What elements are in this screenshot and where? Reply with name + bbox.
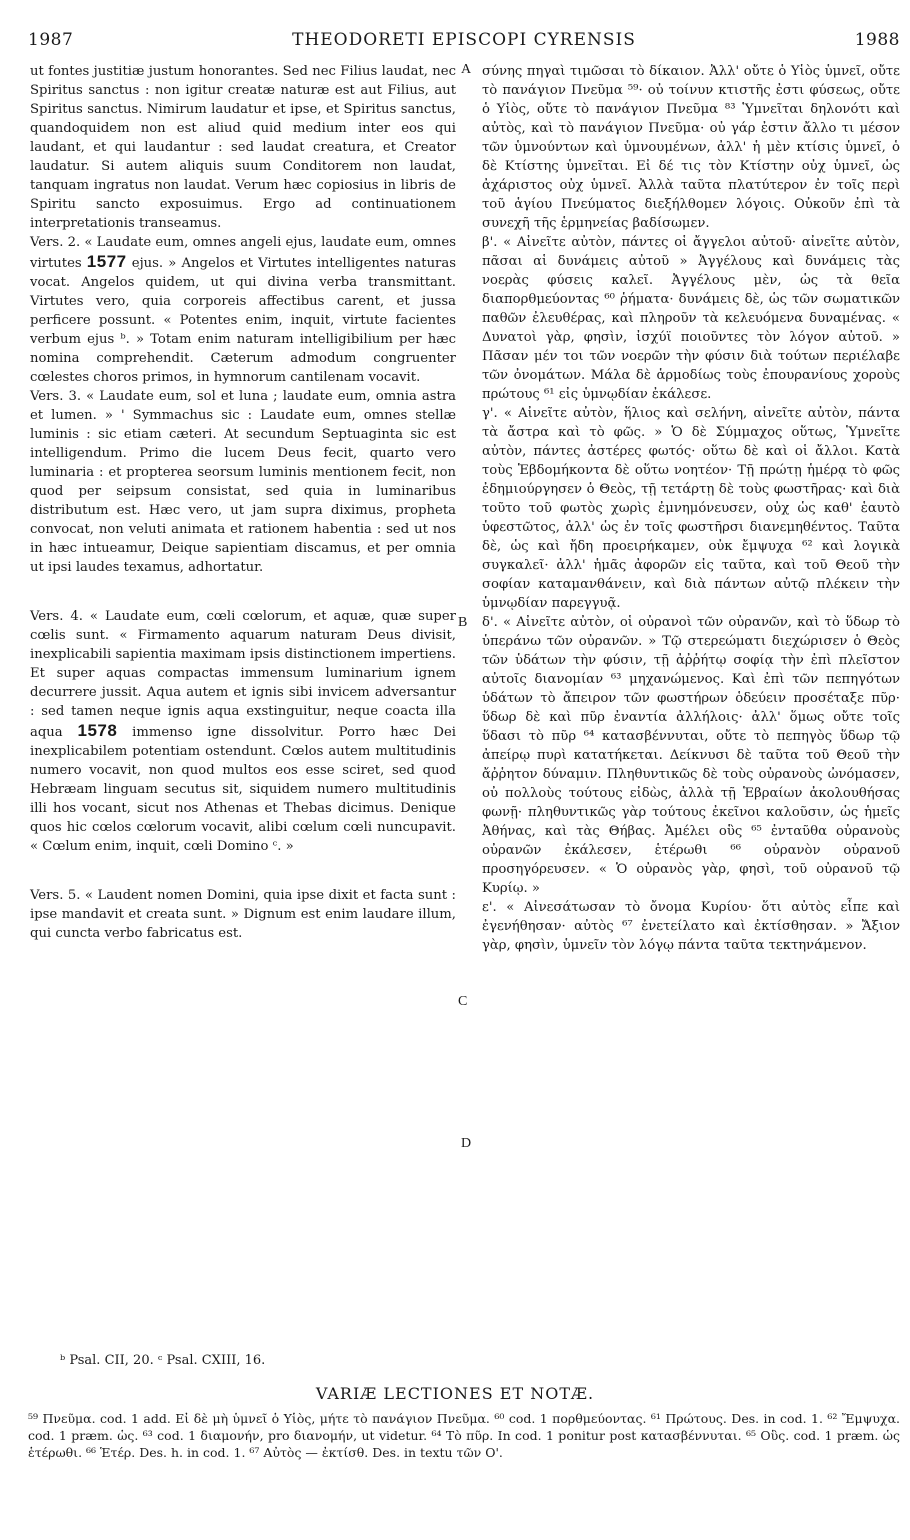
section-marker-c: C: [458, 994, 468, 1009]
column-number-left: 1987: [28, 30, 74, 50]
latin-paragraph-vers-5: Vers. 5. « Laudent nomen Domini, quia ipse dixit et facta sunt : ipse mandavit et creata sunt. » Dignum est enim laudare illum, qui cuncta verbo fabricatus est.: [30, 888, 456, 941]
section-marker-a: A: [461, 62, 472, 77]
latin-paragraph-1: ut fontes justitiæ justum honorantes. Sed nec Filius laudat, nec Spiritus sanctus : non igitur creatæ naturæ est aut Filius, aut Spiritus sanctus. Nimirum laudatur et ipse, et Spiritus sanctus, quandoquidem non est aliud quid medium inter eos qui laudant, et qui laudantur : sed laudat creatura, et Creator laudatur. Si autem aliquis suum Conditorem non laudat, tanquam ingratus non laudat. Verum hæc copiosius in libris de Spiritu sancto exposuimus. Ergo ad continuationem interpretationis transeamus.: [30, 64, 456, 231]
greek-column: [482, 62, 900, 955]
latin-vers-2-end: ejus. » Angelos et Virtutes intelligentes naturas vocat. Angelos quidem, ut qui divina verba transmittant. Virtutes vero, quia corporeis affectibus carent, et jussa perficere possunt. « Potentes enim, inquit, virtute facientes verbum ejus ᵇ. » Totam enim naturam intelligibilium per hæc nomina comprehendit. Cæterum admodum congruenter cœlestes choros primos, in hymnorum cantilenam vocavit.: [30, 256, 456, 385]
latin-paragraph-vers-4: [30, 607, 456, 856]
page-header: [28, 30, 900, 54]
section-marker-d: D: [461, 1136, 472, 1151]
running-title: THEODORETI EPISCOPI CYRENSIS: [292, 30, 636, 50]
latin-vers-2-start: Vers. 2. « Laudate eum, omnes angeli ejus, laudate eum, omnes virtutes: [30, 235, 456, 271]
latin-vers-4-start: Vers. 4. « Laudate eum, cœli cœlorum, et aquæ, quæ super cœlis sunt. « Firmamento aquarum naturam Deus divisit, inexplicabili sapientia maximam ipsis distinctionem impertiens. Et super aquas compactas immensum luminarium ignem decurrere jussit. Aqua autem et ignis sibi invicem adversantur : sed tamen neque ignis aqua exstinguitur, neque coacta illa aqua: [30, 609, 456, 740]
notes-heading: VARIÆ LECTIONES ET NOTÆ.: [315, 1384, 595, 1403]
greek-paragraph-vers-2: β'. « Αἰνεῖτε αὐτὸν, πάντες οἱ ἄγγελοι αὐτοῦ· αἰνεῖτε αὐτὸν, πᾶσαι αἱ δυνάμεις αὐτοῦ » Ἀγγέλους καὶ δυνάμεις τὰς νοερὰς φύσεις καλεῖ. Ἀγγέλους μὲν, ὡς τὰ θεῖα διαπορθμεύοντας ⁶⁰ ῥήματα· δυνάμεις δὲ, ὡς τῶν σωματικῶν παθῶν ἐλευθέρας, καὶ πληροῦν τὰ κελευόμενα δυναμένας. « Δυνατοὶ γὰρ, φησὶν, ἰσχύϊ ποιοῦντες τὸν λόγον αὐτοῦ. » Πᾶσαν μέν τοι τῶν νοερῶν τὴν φύσιν διὰ τούτων περιέλαβε τῶν ὀνομάτων. Μάλα δὲ ἁρμοδίως τοὺς ἐπουρανίους χοροὺς πρώτους ⁶¹ εἰς ὑμνῳδίαν ἐκάλεσε.: [482, 235, 900, 402]
greek-paragraph-vers-4: δ'. « Αἰνεῖτε αὐτὸν, οἱ οὐρανοὶ τῶν οὐρανῶν, καὶ τὸ ὕδωρ τὸ ὑπεράνω τῶν οὐρανῶν. » Τῷ στερεώματι διεχώρισεν ὁ Θεὸς τῶν ὑδάτων τὴν φύσιν, τῇ ἀῤῥήτῳ σοφίᾳ τὴν ἐπὶ πλεῖστον αὐτοῖς διανομίαν ⁶³ μηχανώμενος. Καὶ ἐπὶ τῶν πεπηγότων ὑδάτων τὸ ἄπειρον τῶν φωστήρων ὁδεύειν προσέταξε πῦρ· ὕδωρ δὲ καὶ πῦρ ἐναντία ἀλλήλοις· ἀλλ' ὅμως οὔτε τοῖς ὕδασι τὸ πῦρ ⁶⁴ κατασβέννυται, οὔτε τὸ πεπηγὸς ὕδωρ τῷ ἀπείρῳ πυρὶ κατατήκεται. Δείκνυσι δὲ ταῦτα τοῦ Θεοῦ τὴν ἄῤῥητον δύναμιν. Πληθυντικῶς δὲ τοὺς οὐρανοὺς ὠνόμασεν, οὐ πολλοὺς τούτους εἰδὼς, ἀλλὰ τῇ Ἑβραίων ἀκολουθήσας φωνῇ· πληθυντικῶς γὰρ τούτους ἐκεῖνοι καλοῦσιν, ὡς ἡμεῖς Ἀθήνας, καὶ τὰς Θήβας. Ἀμέλει οὓς ⁶⁵ ἐνταῦθα οὐρανοὺς οὐρανῶν ἐκάλεσεν, ἑτέρωθι ⁶⁶ οὐρανὸν οὐρανοῦ προσηγόρευσεν. « Ὁ οὐρανὸς γὰρ, φησὶ, τοῦ οὐρανοῦ τῷ Κυρίῳ. »: [482, 615, 900, 896]
latin-vers-4-end: immenso igne dissolvitur. Porro hæc Dei inexplicabilem potentiam ostendunt. Cœlos autem multitudinis numero vocavit, non quod multos eos esse sciret, sed quod Hebræam linguam secutus sit, siquidem numero multitudinis illi hos vocant, sicut nos Athenas et Thebas dicimus. Denique quos hic cœlos cœlorum vocavit, alibi cœlum cœli nuncupavit. « Cœlum enim, inquit, cœli Domino ᶜ. »: [30, 725, 456, 854]
greek-paragraph-1: σύνης πηγαὶ τιμῶσαι τὸ δίκαιον. Ἀλλ' οὔτε ὁ Υἱὸς ὑμνεῖ, οὔτε τὸ πανάγιον Πνεῦμα ⁵⁹· οὐ τοίνυν κτιστῆς ἐστι φύσεως, οὔτε ὁ Υἱὸς, οὔτε τὸ πανάγιον Πνεῦμα ⁸³ Ὑμνεῖται δηλονότι καὶ αὐτὸς, καὶ τὸ πανάγιον Πνεῦμα· οὐ γάρ ἐστιν ἄλλο τι μέσον τῶν ὑμνούντων καὶ ὑμνουμένων, ἀλλ' ἡ μὲν κτίσις ὑμνεῖ, ὁ δὲ Κτίστης ὑμνεῖται. Εἰ δέ τις τὸν Κτίστην οὐχ ὑμνεῖ, ὡς ἀχάριστος οὐχ ὑμνεῖ. Ἀλλὰ ταῦτα πλατύτερον ἐν τοῖς περὶ τοῦ ἁγίου Πνεύματος διεξήλθομεν λόγοις. Οὐκοῦν ἐπὶ τὰ συνεχῆ τῆς ἑρμηνείας βαδίσωμεν.: [482, 64, 900, 231]
latin-footnotes: ᵇ Psal. CII, 20. ᶜ Psal. CXIII, 16.: [60, 1353, 266, 1368]
latin-paragraph-vers-3: Vers. 3. « Laudate eum, sol et luna ; laudate eum, omnia astra et lumen. » ' Symmachus sic : Laudate eum, omnes stellæ luminis : sic etiam cæteri. At secundum Septuaginta sic est intelligendum. Primo die lucem Deus fecit, quarto vero luminaria : et propterea seorsum luminis mentionem fecit, non quod per seipsum consistat, sed quia in luminaribus distributum est. Hæc vero, ut jam supra diximus, propheta convocat, non veluti animata et rationem habentia : sed ut nos in hæc intueamur, Deique sapientiam discamus, et per omnia ut ipsi laudes texamus, adhortatur.: [30, 389, 456, 575]
margin-column-number-1577: 1577: [86, 252, 127, 271]
variant-readings-notes: [28, 1410, 900, 1461]
column-number-right: 1988: [854, 30, 900, 50]
notes-text: ⁵⁹ Πνεῦμα. cod. 1 add. Εἰ δὲ μὴ ὑμνεῖ ὁ Υἱὸς, μήτε τὸ πανάγιον Πνεῦμα. ⁶⁰ cod. 1 πορθμεύοντας. ⁶¹ Πρώτους. Des. in cod. 1. ⁶² Ἔμψυχα. cod. 1 præm. ὡς. ⁶³ cod. 1 διαμονήν, pro διανομήν, ut videtur. ⁶⁴ Τὸ πῦρ. In cod. 1 ponitur post κατασβέννυται. ⁶⁵ Οὓς. cod. 1 præm. ὡς ἑτέρωθι. ⁶⁶ Ἑτέρ. Des. h. in cod. 1. ⁶⁷ Αὐτὸς — ἐκτίσθ. Des. in textu τῶν Ο'.: [28, 1411, 900, 1460]
latin-column: [30, 62, 456, 943]
margin-column-number-1578: 1578: [77, 721, 118, 740]
latin-paragraph-vers-2: [30, 233, 456, 387]
section-marker-b: B: [458, 615, 468, 630]
greek-paragraph-vers-3: γ'. « Αἰνεῖτε αὐτὸν, ἥλιος καὶ σελήνη, αἰνεῖτε αὐτὸν, πάντα τὰ ἄστρα καὶ τὸ φῶς. » Ὁ δὲ Σύμμαχος οὕτως, Ὑμνεῖτε αὐτὸν, πάντες ἀστέρες φωτός· οὕτω δὲ καὶ οἱ ἄλλοι. Κατὰ τοὺς Ἑβδομήκοντα δὲ οὕτω νοητέον· Τῇ πρώτῃ ἡμέρᾳ τὸ φῶς ἐδημιούργησεν ὁ Θεὸς, τῇ τετάρτῃ δὲ τοὺς φωστῆρας· καὶ διὰ τοῦτο τοῦ φωτὸς χωρὶς ἐμνημόνευσεν, οὐχ ὡς καθ' ἑαυτὸ ὑφεστῶτος, ἀλλ' ὡς ἐν τοῖς φωστῆρσι διανεμηθέντος. Ταῦτα δὲ, ὡς καὶ ἤδη προειρήκαμεν, οὐκ ἔμψυχα ⁶² καὶ λογικὰ συγκαλεῖ· ἀλλ' ἡμᾶς ἀφορῶν εἰς ταῦτα, καὶ τοῦ Θεοῦ τὴν σοφίαν καταμανθάνειν, καὶ διὰ πάντων αὐτῷ πλέκειν τὴν ὑμνῳδίαν παρεγγυᾷ.: [482, 406, 900, 611]
greek-paragraph-vers-5: ε'. « Αἰνεσάτωσαν τὸ ὄνομα Κυρίου· ὅτι αὐτὸς εἶπε καὶ ἐγενήθησαν· αὐτὸς ⁶⁷ ἐνετείλατο καὶ ἐκτίσθησαν. » Ἄξιον γὰρ, φησὶν, ὑμνεῖν τὸν λόγῳ πάντα ταῦτα τεκτηνάμενον.: [482, 900, 900, 953]
